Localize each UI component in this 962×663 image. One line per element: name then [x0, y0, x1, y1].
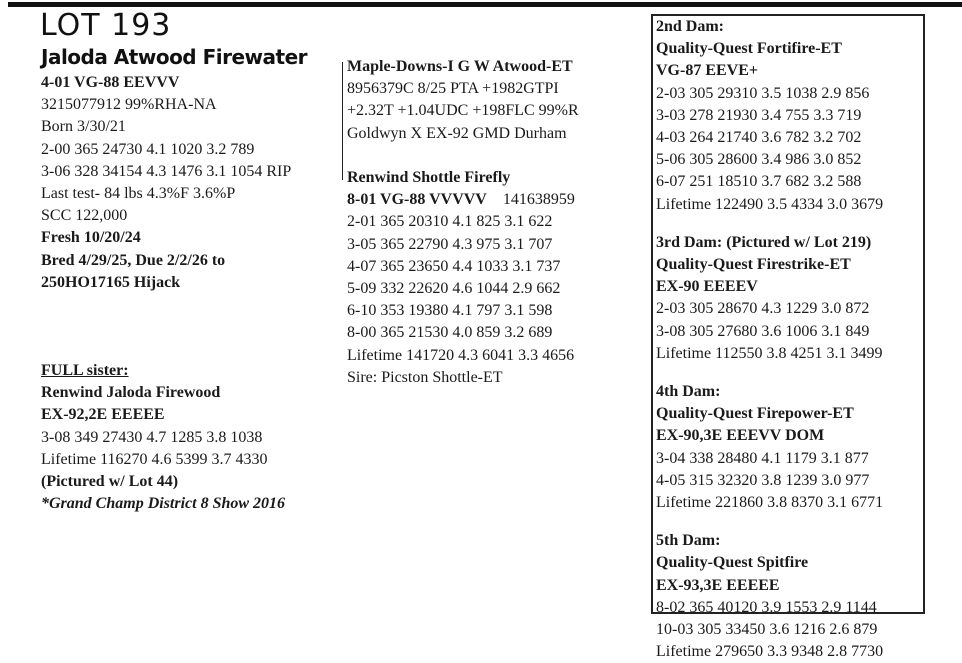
dam-heading: 5th Dam:: [656, 532, 721, 550]
dam-name: Quality-Quest Fortifire-ET: [656, 40, 842, 58]
dam-record: 3-04 338 28480 4.1 1179 3.1 877: [656, 449, 869, 467]
dam-record: 5-09 332 22620 4.6 1044 2.9 662: [347, 280, 561, 298]
dam-name: Renwind Shottle Firefly: [347, 169, 511, 186]
dam-record: 3-08 305 27680 3.6 1006 3.1 849: [656, 322, 870, 340]
maternal-line: [656, 16, 883, 663]
sister-record: 3-08 349 27430 4.7 1285 3.8 1038: [41, 428, 263, 446]
cow-record: 2-00 365 24730 4.1 1020 3.2 789: [41, 140, 255, 158]
dam-record: 3-03 278 21930 3.4 755 3.3 719: [656, 106, 862, 124]
cow-bred-to: 250HO17165 Hijack: [41, 273, 181, 291]
dam-lifetime: Lifetime 141720 4.3 6041 3.3 4656: [347, 346, 575, 364]
dam-5: [656, 530, 883, 663]
dam-record: 2-01 365 20310 4.1 825 3.1 622: [347, 213, 553, 231]
top-rule: [8, 2, 962, 7]
dam-classification: EX-90 EEEEV: [656, 278, 758, 296]
sister-lifetime: Lifetime 116270 4.6 5399 3.7 4330: [41, 450, 268, 468]
dam-heading: 2nd Dam:: [656, 18, 725, 35]
sister-name: Renwind Jaloda Firewood: [41, 384, 221, 402]
sister-pictured: (Pictured w/ Lot 44): [41, 473, 179, 491]
cow-bred-info: Bred 4/29/25, Due 2/2/26 to: [41, 251, 226, 269]
dam-record: 4-05 315 32320 3.8 1239 3.0 977: [656, 471, 870, 489]
dam-record: 5-06 305 28600 3.4 986 3.0 852: [656, 151, 862, 169]
dam-heading: 4th Dam:: [656, 383, 721, 401]
dam-classification: 8-01 VG-88 VVVVV: [347, 191, 487, 209]
dam-4: [656, 381, 883, 514]
sire-detail: +2.32T +1.04UDC +198FLC 99%R: [347, 102, 579, 120]
cow-record: 3-06 328 34154 4.3 1476 3.1 1054 RIP: [41, 162, 292, 180]
dam-name: Quality-Quest Firepower-ET: [656, 405, 854, 423]
dam-lifetime: Lifetime 221860 3.8 8370 3.1 6771: [656, 494, 884, 512]
dam-record: 6-07 251 18510 3.7 682 3.2 588: [656, 173, 862, 191]
dam-record: 8-02 365 40120 3.9 1553 2.9 1144: [656, 598, 877, 616]
cow-classification: 4-01 VG-88 EEVVV: [41, 74, 180, 91]
dam-record: 8-00 365 21530 4.0 859 3.2 689: [347, 324, 553, 342]
cow-fresh-date: Fresh 10/20/24: [41, 229, 141, 247]
sire-detail: 8956379C 8/25 PTA +1982GTPI: [347, 80, 559, 98]
dam-record: 3-05 365 22790 4.3 975 3.1 707: [347, 235, 553, 253]
dam-2: [656, 16, 883, 216]
pedigree-rule: [342, 62, 343, 180]
cow-scc: SCC 122,000: [41, 207, 128, 225]
sire-name: Maple-Downs-I G W Atwood-ET: [347, 58, 573, 75]
cow-birthdate: Born 3/30/21: [41, 118, 126, 136]
cow-name: Jaloda Atwood Firewater: [41, 45, 307, 69]
dam-name: Quality-Quest Firestrike-ET: [656, 256, 851, 274]
dam-record: 10-03 305 33450 3.6 1216 2.6 879: [656, 621, 878, 639]
dam-registration: 141638959: [502, 191, 575, 209]
dam-lifetime: Lifetime 112550 3.8 4251 3.1 3499: [656, 344, 883, 362]
dam-lifetime: Lifetime 122490 3.5 4334 3.0 3679: [656, 195, 884, 213]
cow-registration: 3215077912 99%RHA-NA: [41, 96, 217, 114]
dam-sire: Sire: Picston Shottle-ET: [347, 368, 503, 386]
dam-info: [347, 167, 575, 389]
dam-classification: VG-87 EEVE+: [656, 62, 759, 80]
sire-detail: Goldwyn X EX-92 GMD Durham: [347, 124, 567, 142]
sister-heading: FULL sister:: [41, 362, 129, 379]
sire-info: [347, 56, 579, 145]
cow-info: [41, 72, 291, 294]
sister-award: *Grand Champ District 8 Show 2016: [41, 495, 286, 513]
full-sister: [41, 360, 285, 515]
lot-number: LOT 193: [40, 8, 172, 43]
dam-record: 2-03 305 29310 3.5 1038 2.9 856: [656, 84, 870, 102]
dam-3: [656, 232, 883, 365]
dam-classification: EX-90,3E EEEVV DOM: [656, 427, 825, 445]
dam-record: 6-10 353 19380 4.1 797 3.1 598: [347, 302, 553, 320]
dam-lifetime: Lifetime 279650 3.3 9348 2.8 7730: [656, 643, 884, 661]
dam-classification: EX-93,3E EEEEE: [656, 576, 780, 594]
dam-name: Quality-Quest Spitfire: [656, 554, 809, 572]
dam-record: 4-03 264 21740 3.6 782 3.2 702: [656, 129, 862, 147]
sister-classification: EX-92,2E EEEEE: [41, 406, 165, 424]
dam-heading: 3rd Dam: (Pictured w/ Lot 219): [656, 233, 872, 251]
dam-record: 2-03 305 28670 4.3 1229 3.0 872: [656, 300, 870, 318]
dam-record: 4-07 365 23650 4.4 1033 3.1 737: [347, 257, 561, 275]
cow-last-test: Last test- 84 lbs 4.3%F 3.6%P: [41, 185, 236, 203]
